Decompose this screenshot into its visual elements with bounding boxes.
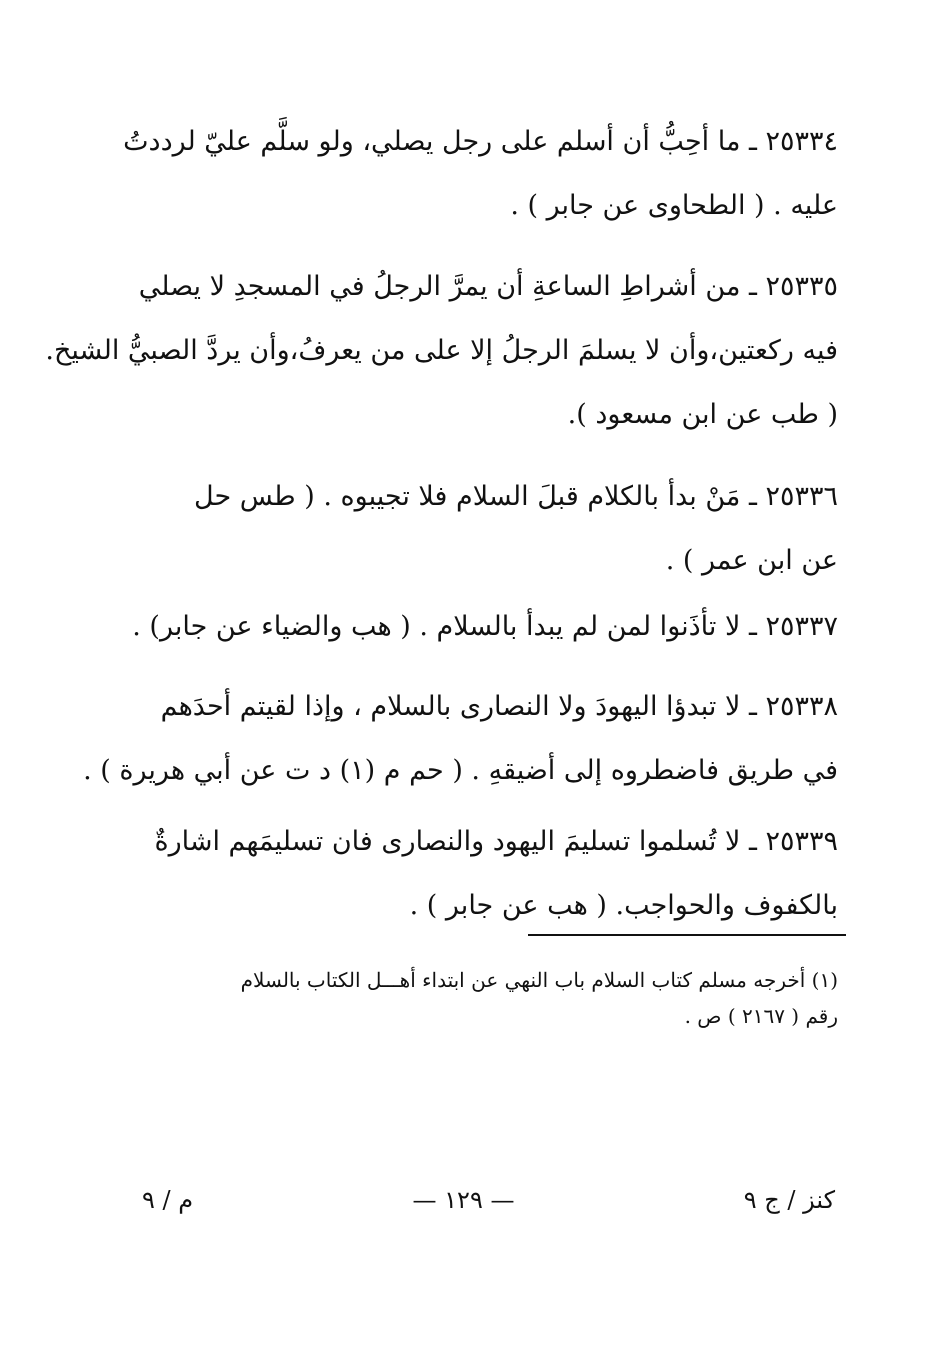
- hadith-entry-25337: [132, 595, 838, 659]
- footer-signature-mark: م / ٩: [142, 1186, 194, 1214]
- hadith-entry-25334: [123, 110, 838, 238]
- entry-line: ٢٥٣٣٨ ـ لا تبدؤا اليهودَ ولا النصارى بالسلام ، وإذا لقيتم أحدَهم: [160, 691, 838, 722]
- entry-line: في طريق فاضطروه إلى أضيقهِ . ( حم م (١) د ت عن أبي هريرة ) .: [83, 755, 838, 786]
- entry-line: بالكفوف والحواجب. ( هب عن جابر ) .: [409, 890, 838, 921]
- footnote-divider: [528, 934, 846, 936]
- entry-line: ٢٥٣٣٥ ـ من أشراطِ الساعةِ أن يمرَّ الرجلُ في المسجدِ لا يصلي: [138, 271, 838, 302]
- hadith-entry-25335: [45, 255, 838, 447]
- hadith-entry-25336: [138, 465, 838, 593]
- entry-line: ٢٥٣٣٦ ـ مَنْ بدأ بالكلام قبلَ السلام فلا تجيبوه . ( طس حل: [194, 481, 838, 512]
- entry-line: عن ابن عمر ) .: [665, 545, 838, 576]
- entry-line: فيه ركعتين،وأن لا يسلمَ الرجلُ إلا على من يعرفُ،وأن يردَّ الصبيُّ الشيخ.: [45, 335, 838, 366]
- entry-line: ٢٥٣٣٤ ـ ما أحِبُّ أن أسلم على رجل يصلي، ولو سلَّم عليّ لرددتُ: [123, 126, 838, 157]
- footnote-line: (١) أخرجه مسلم كتاب السلام باب النهي عن ابتداء أهـــل الكتاب بالسلام: [240, 968, 838, 992]
- page-number: — ١٢٩ —: [412, 1186, 515, 1214]
- hadith-entry-25339: [138, 810, 838, 938]
- entry-line: ( طب عن ابن مسعود ).: [567, 399, 838, 430]
- footnote: [138, 962, 838, 1034]
- hadith-entry-25338: [83, 675, 838, 803]
- footer-book-volume: كنز / ج ٩: [743, 1186, 835, 1214]
- footnote-line: رقم ( ٢١٦٧ ) ص .: [684, 1004, 838, 1028]
- entry-line: ٢٥٣٣٩ ـ لا تُسلموا تسليمَ اليهود والنصارى فان تسليمَهم اشارةٌ: [154, 826, 838, 857]
- entry-line: عليه . ( الطحاوى عن جابر ) .: [510, 190, 838, 221]
- entry-line: ٢٥٣٣٧ ـ لا تأذَنوا لمن لم يبدأ بالسلام . ( هب والضياء عن جابر) .: [132, 611, 838, 642]
